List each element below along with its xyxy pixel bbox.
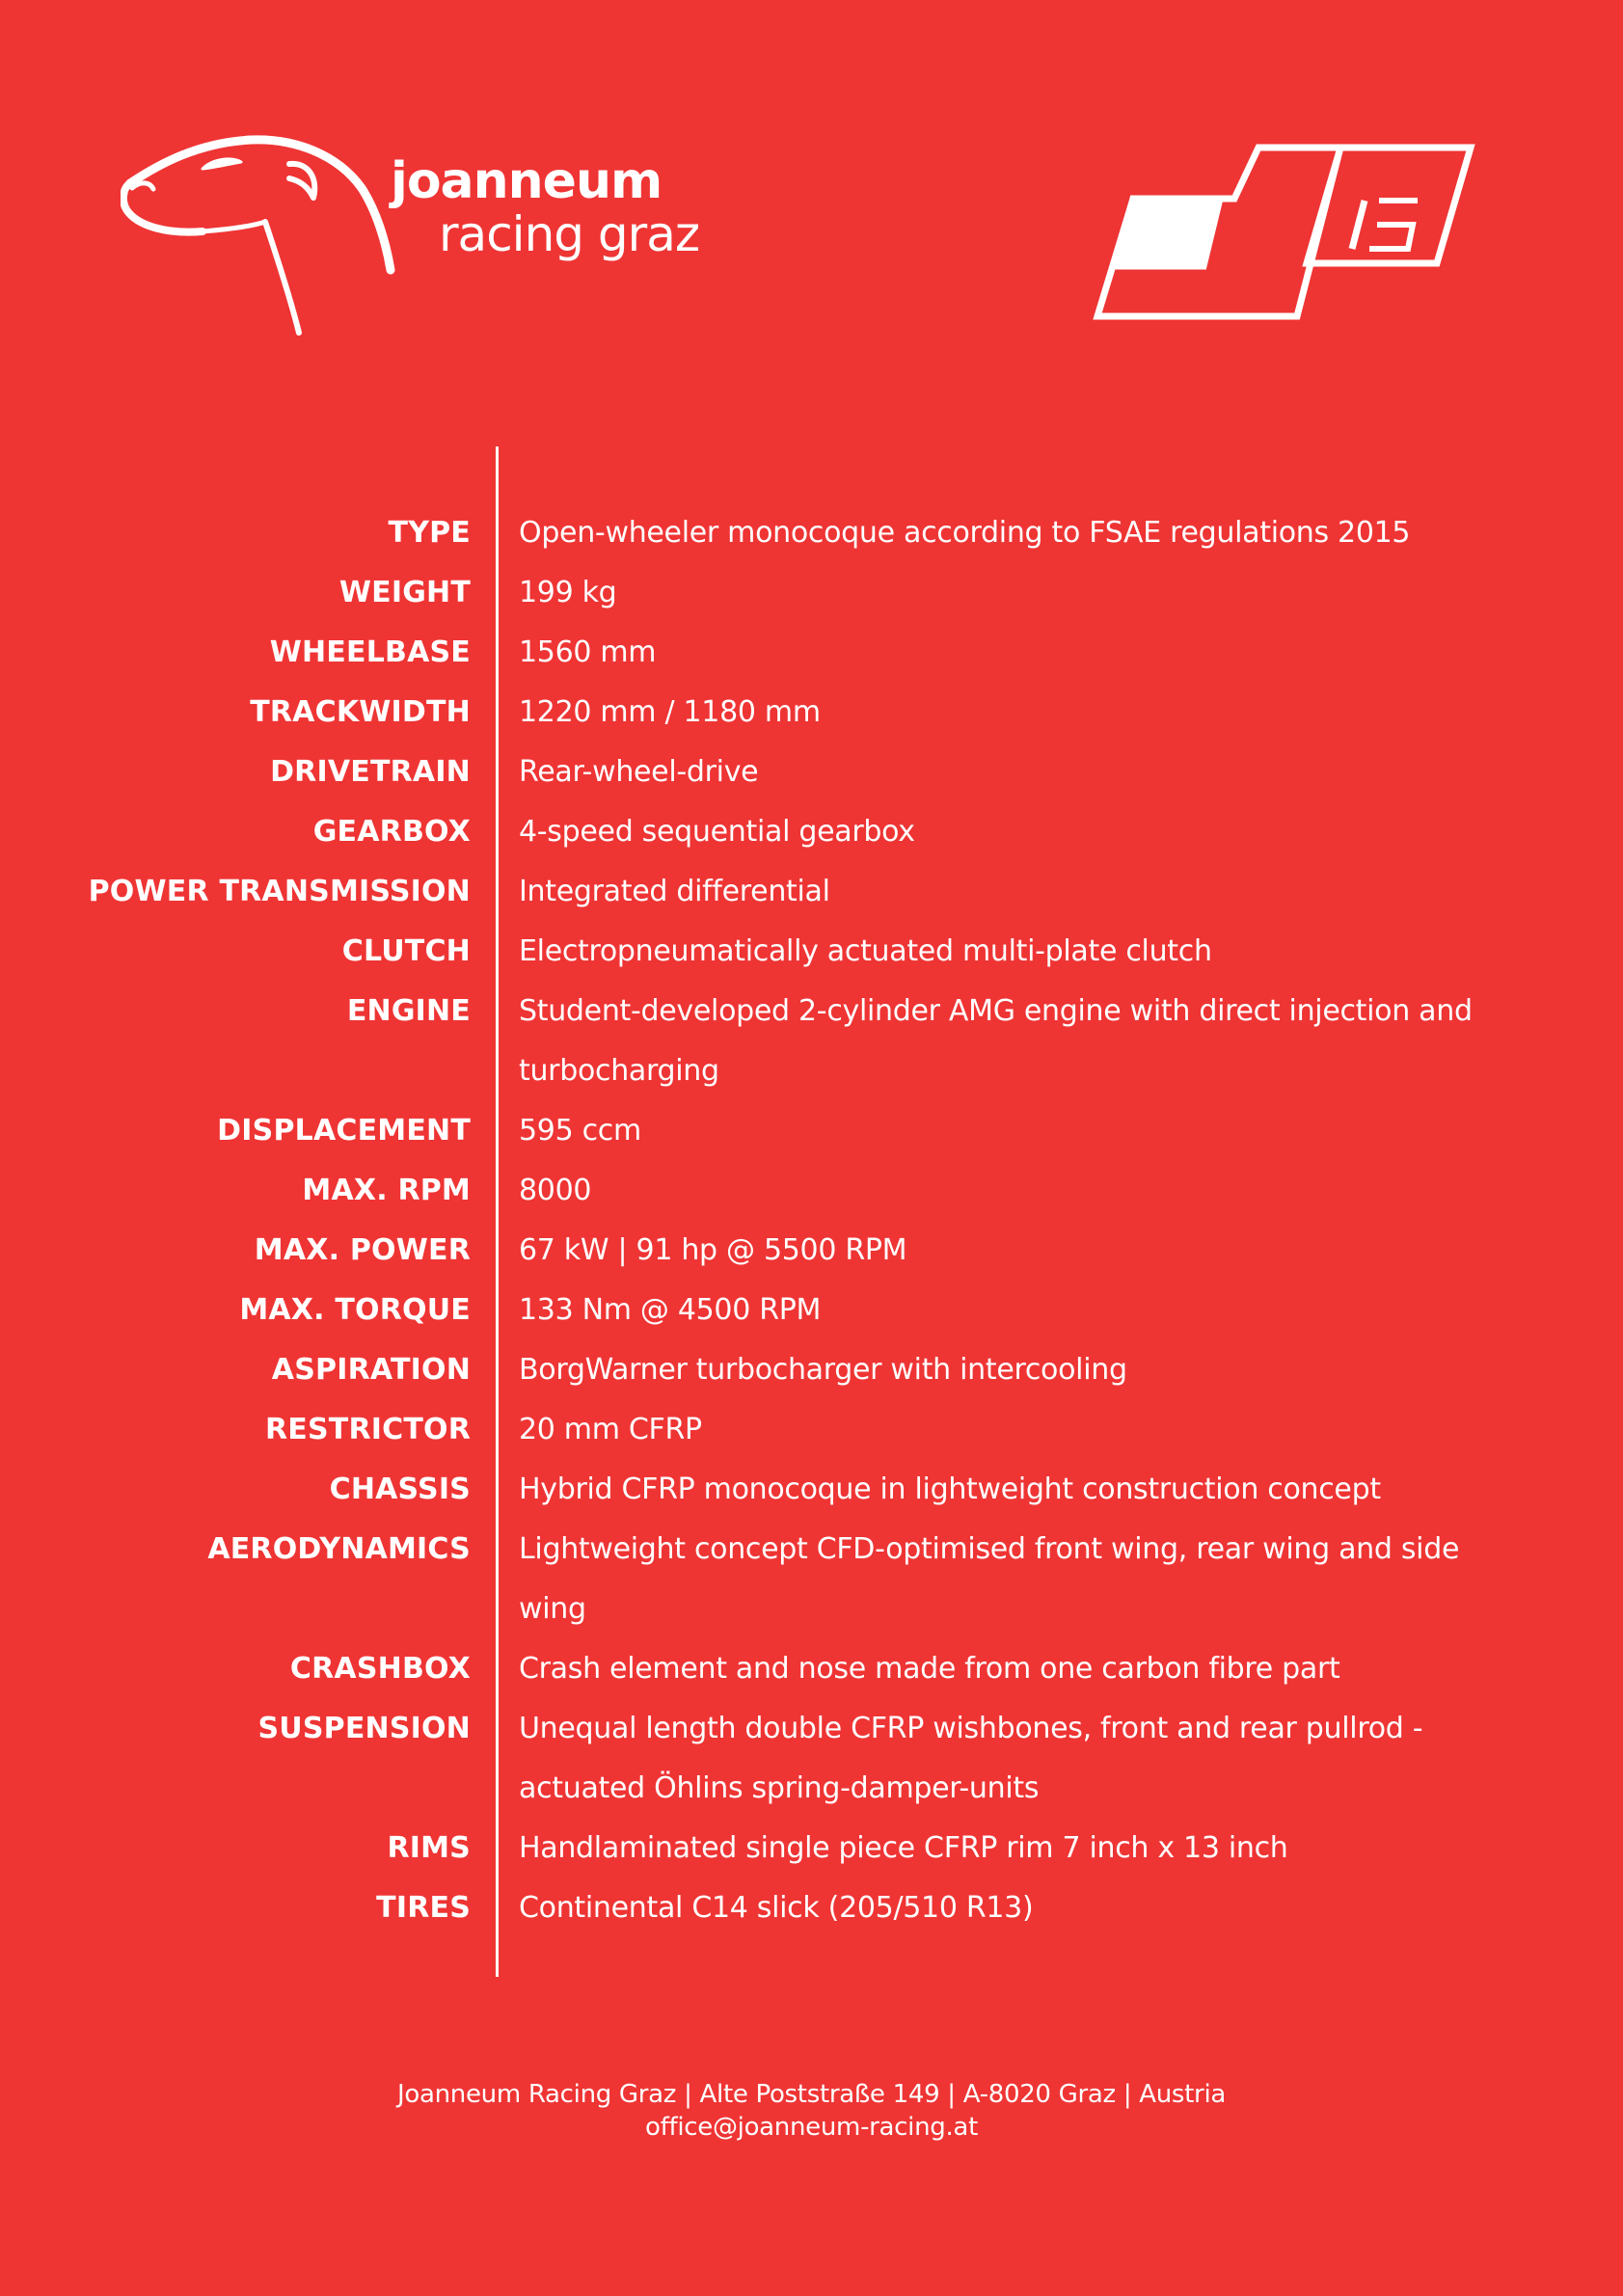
spec-value: 1560 mm — [519, 635, 657, 669]
spec-row-trackwidth — [77, 683, 1504, 743]
spec-label: MAX. TORQUE — [239, 1293, 471, 1327]
spec-value: Unequal length double CFRP wishbones, front and rear pullrod - actuated Öhlins spring-damper-units — [519, 1712, 1423, 1805]
spec-row-aerodynamics — [77, 1520, 1504, 1639]
spec-value: Student-developed 2-cylinder AMG engine with direct injection and turbocharging — [519, 994, 1473, 1088]
spec-row-chassis — [77, 1460, 1504, 1520]
spec-label: MAX. POWER — [254, 1233, 471, 1267]
spec-value: 199 kg — [519, 576, 617, 609]
spec-row-rims — [77, 1819, 1504, 1878]
spec-row-max-power — [77, 1221, 1504, 1281]
spec-label: WEIGHT — [338, 576, 471, 609]
spec-value: Lightweight concept CFD-optimised front wing, rear wing and side wing — [519, 1532, 1460, 1626]
spec-row-engine — [77, 982, 1504, 1101]
spec-value: 67 kW | 91 hp @ 5500 RPM — [519, 1233, 907, 1267]
spec-value: 8000 — [519, 1174, 592, 1207]
spec-row-suspension — [77, 1699, 1504, 1819]
spec-label: AERODYNAMICS — [207, 1532, 471, 1566]
cheetah-head-icon — [121, 135, 400, 347]
spec-label: MAX. RPM — [302, 1174, 471, 1207]
jr15-car-logo-icon — [1090, 143, 1475, 326]
spec-row-gearbox — [77, 802, 1504, 862]
spec-row-displacement — [77, 1101, 1504, 1161]
wordmark-racing-graz: racing graz — [439, 206, 700, 262]
spec-row-wheelbase — [77, 623, 1504, 683]
spec-label: ASPIRATION — [271, 1353, 471, 1387]
spec-label: TRACKWIDTH — [250, 695, 471, 729]
wordmark-joanneum: joanneum — [391, 152, 663, 210]
spec-label: DISPLACEMENT — [217, 1114, 471, 1148]
spec-value: 20 mm CFRP — [519, 1413, 702, 1446]
jr15-logo — [1090, 143, 1475, 326]
spec-label: TIRES — [376, 1891, 471, 1925]
spec-value: Integrated differential — [519, 875, 830, 908]
spec-value: Open-wheeler monocoque according to FSAE regulations 2015 — [519, 516, 1411, 550]
spec-table — [77, 503, 1504, 1938]
spec-label: CLUTCH — [341, 934, 471, 968]
spec-label: WHEELBASE — [269, 635, 471, 669]
spec-row-type — [77, 503, 1504, 563]
spec-row-max-torque — [77, 1281, 1504, 1340]
spec-label: DRIVETRAIN — [270, 755, 471, 789]
spec-label: ENGINE — [346, 994, 471, 1028]
spec-label: SUSPENSION — [257, 1712, 471, 1745]
spec-value: Crash element and nose made from one carbon fibre part — [519, 1652, 1340, 1686]
spec-row-tires — [77, 1878, 1504, 1938]
joanneum-racing-logo — [121, 135, 699, 347]
spec-label: CHASSIS — [329, 1472, 471, 1506]
spec-row-max-rpm — [77, 1161, 1504, 1221]
spec-value: Handlaminated single piece CFRP rim 7 inch x 13 inch — [519, 1831, 1288, 1865]
spec-value: Electropneumatically actuated multi-plate clutch — [519, 934, 1212, 968]
spec-row-power-transmission — [77, 862, 1504, 922]
spec-label: CRASHBOX — [289, 1652, 471, 1686]
spec-row-drivetrain — [77, 743, 1504, 802]
spec-value: Hybrid CFRP monocoque in lightweight construction concept — [519, 1472, 1381, 1506]
spec-row-restrictor — [77, 1400, 1504, 1460]
spec-value: BorgWarner turbocharger with intercooling — [519, 1353, 1127, 1387]
spec-label: TYPE — [388, 516, 471, 550]
spec-label: POWER TRANSMISSION — [88, 875, 471, 908]
spec-row-aspiration — [77, 1340, 1504, 1400]
spec-value: Rear-wheel-drive — [519, 755, 759, 789]
footer-address: Joanneum Racing Graz | Alte Poststraße 149 | A-8020 Graz | Austria — [397, 2080, 1226, 2109]
spec-label: RIMS — [387, 1831, 471, 1865]
spec-value: 1220 mm / 1180 mm — [519, 695, 821, 729]
spec-label: RESTRICTOR — [264, 1413, 471, 1446]
spec-value: 595 ccm — [519, 1114, 641, 1148]
spec-label: GEARBOX — [312, 815, 471, 849]
spec-row-crashbox — [77, 1639, 1504, 1699]
footer-email-link[interactable]: office@joanneum-racing.at — [645, 2113, 978, 2142]
spec-value: Continental C14 slick (205/510 R13) — [519, 1891, 1034, 1925]
spec-row-clutch — [77, 922, 1504, 982]
spec-value: 4-speed sequential gearbox — [519, 815, 915, 849]
spec-row-weight — [77, 563, 1504, 623]
footer — [0, 2078, 1623, 2144]
spec-value: 133 Nm @ 4500 RPM — [519, 1293, 822, 1327]
